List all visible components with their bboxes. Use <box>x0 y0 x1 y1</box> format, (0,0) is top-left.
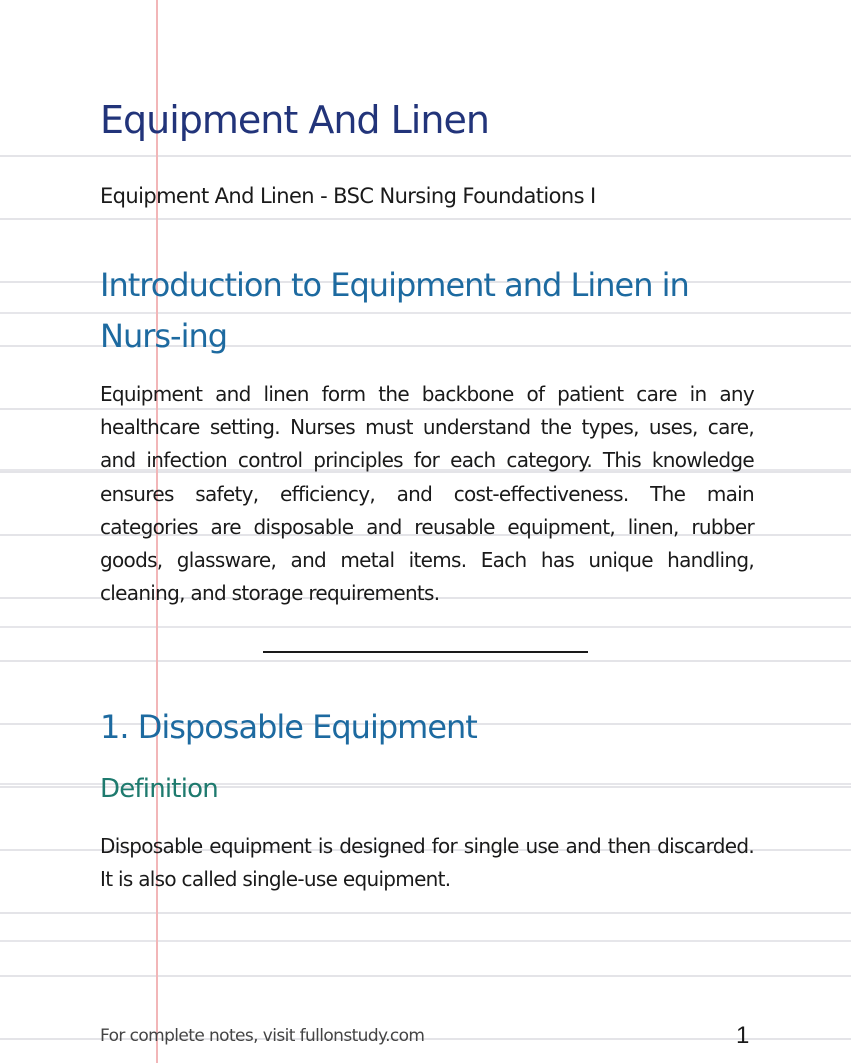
page-title: Equipment And Linen <box>100 98 489 142</box>
definition-subheading: Definition <box>100 774 218 804</box>
page-subtitle: Equipment And Linen - BSC Nursing Foundations I <box>100 184 596 208</box>
rule-line <box>0 218 851 220</box>
footer-note: For complete notes, visit fullonstudy.com <box>100 1026 425 1046</box>
rule-line <box>0 155 851 157</box>
definition-paragraph: Disposable equipment is designed for single use and then discarded. It is also called single-use equipment. <box>100 834 754 892</box>
page-number: 1 <box>736 1022 750 1049</box>
intro-heading: Introduction to Equipment and Linen in Nurs-ing <box>100 266 689 355</box>
rule-line <box>0 912 851 914</box>
intro-paragraph: Equipment and linen form the backbone of patient care in any healthcare setting. Nurses must understand the types, uses, care, and infection control principles for each category. This knowledge ensures safety, efficiency, and cost-effectiveness. The main categories are disposable and reusable equipment, linen, rubber goods, glassware, and metal items. Each has unique handling, cleaning, and storage requirements. <box>100 382 754 606</box>
rule-line <box>0 975 851 977</box>
rule-line <box>0 660 851 662</box>
section-divider <box>263 651 588 653</box>
section-heading-disposable-equipment: 1. Disposable Equipment <box>100 708 477 746</box>
